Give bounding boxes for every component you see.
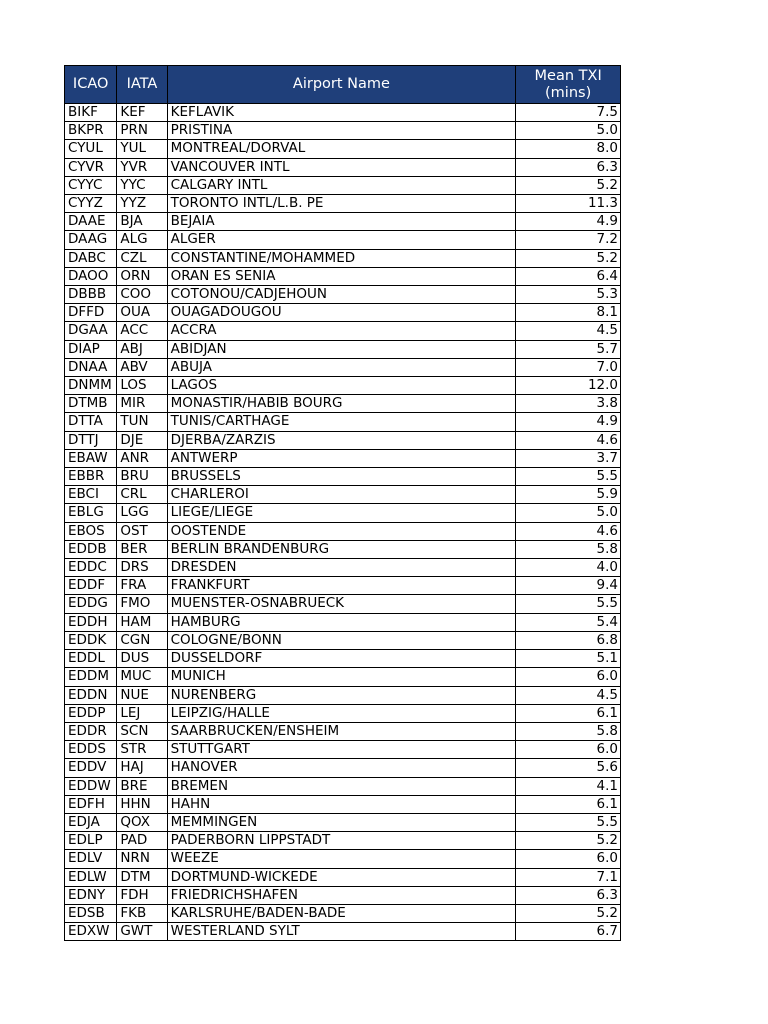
iata-cell: DTM xyxy=(117,868,167,886)
mean-txi-cell: 5.8 xyxy=(516,540,621,558)
table-row xyxy=(65,304,621,322)
mean-txi-cell: 7.1 xyxy=(516,868,621,886)
icao-cell: CYVR xyxy=(65,158,117,176)
table-row xyxy=(65,195,621,213)
iata-cell: CRL xyxy=(117,486,167,504)
airport-name-cell: DRESDEN xyxy=(167,559,516,577)
mean-txi-cell: 6.0 xyxy=(516,741,621,759)
table-row xyxy=(65,759,621,777)
icao-cell: EDDB xyxy=(65,540,117,558)
table-row xyxy=(65,904,621,922)
icao-cell: EBOS xyxy=(65,522,117,540)
table-row xyxy=(65,668,621,686)
mean-txi-cell: 5.6 xyxy=(516,759,621,777)
table-row xyxy=(65,577,621,595)
iata-cell: TUN xyxy=(117,413,167,431)
iata-cell: OUA xyxy=(117,304,167,322)
icao-cell: EBAW xyxy=(65,449,117,467)
mean-txi-cell: 4.9 xyxy=(516,413,621,431)
mean-txi-cell: 3.8 xyxy=(516,395,621,413)
iata-cell: LGG xyxy=(117,504,167,522)
table-row xyxy=(65,377,621,395)
mean-txi-cell: 5.4 xyxy=(516,613,621,631)
airport-name-cell: LIEGE/LIEGE xyxy=(167,504,516,522)
table-row xyxy=(65,395,621,413)
table-row xyxy=(65,832,621,850)
icao-cell: CYYC xyxy=(65,176,117,194)
icao-cell: EDDG xyxy=(65,595,117,613)
icao-cell: EDFH xyxy=(65,795,117,813)
icao-cell: EBBR xyxy=(65,468,117,486)
airport-name-cell: TUNIS/CARTHAGE xyxy=(167,413,516,431)
mean-txi-cell: 5.2 xyxy=(516,176,621,194)
iata-cell: NUE xyxy=(117,686,167,704)
icao-cell: EDLW xyxy=(65,868,117,886)
table-row xyxy=(65,704,621,722)
icao-cell: DFFD xyxy=(65,304,117,322)
icao-cell: EDJA xyxy=(65,813,117,831)
iata-cell: KEF xyxy=(117,104,167,122)
iata-cell: YUL xyxy=(117,140,167,158)
airport-name-cell: FRANKFURT xyxy=(167,577,516,595)
icao-cell: EBCI xyxy=(65,486,117,504)
mean-txi-cell: 11.3 xyxy=(516,195,621,213)
icao-cell: DAAG xyxy=(65,231,117,249)
iata-cell: ABJ xyxy=(117,340,167,358)
table-row xyxy=(65,741,621,759)
icao-cell: DNAA xyxy=(65,358,117,376)
icao-cell: EDNY xyxy=(65,886,117,904)
airport-name-cell: KARLSRUHE/BADEN-BADE xyxy=(167,904,516,922)
table-row xyxy=(65,522,621,540)
mean-txi-cell: 4.6 xyxy=(516,431,621,449)
icao-cell: BKPR xyxy=(65,122,117,140)
iata-cell: HAM xyxy=(117,613,167,631)
icao-cell: CYYZ xyxy=(65,195,117,213)
table-row xyxy=(65,813,621,831)
iata-cell: FDH xyxy=(117,886,167,904)
table-row xyxy=(65,176,621,194)
table-row xyxy=(65,486,621,504)
table-row xyxy=(65,104,621,122)
iata-cell: FMO xyxy=(117,595,167,613)
airport-name-cell: HANOVER xyxy=(167,759,516,777)
airport-name-cell: ABIDJAN xyxy=(167,340,516,358)
iata-cell: FKB xyxy=(117,904,167,922)
iata-cell: ALG xyxy=(117,231,167,249)
mean-txi-cell: 7.2 xyxy=(516,231,621,249)
airport-name-cell: ALGER xyxy=(167,231,516,249)
table-row xyxy=(65,686,621,704)
iata-cell: ACC xyxy=(117,322,167,340)
mean-txi-cell: 5.3 xyxy=(516,286,621,304)
airport-name-cell: OOSTENDE xyxy=(167,522,516,540)
iata-cell: ORN xyxy=(117,267,167,285)
mean-txi-cell: 6.7 xyxy=(516,923,621,941)
icao-cell: EDDW xyxy=(65,777,117,795)
iata-cell: ABV xyxy=(117,358,167,376)
iata-cell: LOS xyxy=(117,377,167,395)
icao-cell: EDLV xyxy=(65,850,117,868)
airport-name-cell: ORAN ES SENIA xyxy=(167,267,516,285)
mean-txi-cell: 4.1 xyxy=(516,777,621,795)
icao-cell: EDXW xyxy=(65,923,117,941)
iata-cell: COO xyxy=(117,286,167,304)
icao-cell: EDDV xyxy=(65,759,117,777)
airport-name-cell: ANTWERP xyxy=(167,449,516,467)
mean-txi-cell: 9.4 xyxy=(516,577,621,595)
mean-txi-cell: 7.0 xyxy=(516,358,621,376)
mean-txi-cell: 4.5 xyxy=(516,322,621,340)
table-row xyxy=(65,431,621,449)
airport-name-cell: HAHN xyxy=(167,795,516,813)
table-row xyxy=(65,650,621,668)
iata-cell: BER xyxy=(117,540,167,558)
airport-name-cell: PRISTINA xyxy=(167,122,516,140)
iata-cell: PRN xyxy=(117,122,167,140)
mean-txi-cell: 4.6 xyxy=(516,522,621,540)
icao-cell: CYUL xyxy=(65,140,117,158)
iata-cell: HAJ xyxy=(117,759,167,777)
icao-cell: EDDP xyxy=(65,704,117,722)
icao-cell: DAOO xyxy=(65,267,117,285)
mean-txi-cell: 5.5 xyxy=(516,595,621,613)
airport-name-cell: MUNICH xyxy=(167,668,516,686)
iata-cell: YYC xyxy=(117,176,167,194)
icao-cell: DIAP xyxy=(65,340,117,358)
header-row xyxy=(65,66,621,104)
iata-cell: STR xyxy=(117,741,167,759)
mean-txi-cell: 8.1 xyxy=(516,304,621,322)
icao-cell: DTMB xyxy=(65,395,117,413)
airport-name-cell: CALGARY INTL xyxy=(167,176,516,194)
mean-txi-cell: 4.0 xyxy=(516,559,621,577)
iata-cell: BRE xyxy=(117,777,167,795)
iata-cell: BRU xyxy=(117,468,167,486)
airport-name-cell: BERLIN BRANDENBURG xyxy=(167,540,516,558)
icao-cell: DAAE xyxy=(65,213,117,231)
mean-txi-cell: 12.0 xyxy=(516,377,621,395)
icao-cell: EDDL xyxy=(65,650,117,668)
table-row xyxy=(65,140,621,158)
icao-cell: DBBB xyxy=(65,286,117,304)
table-row xyxy=(65,449,621,467)
airport-name-cell: MONTREAL/DORVAL xyxy=(167,140,516,158)
table-row xyxy=(65,559,621,577)
icao-cell: EDDF xyxy=(65,577,117,595)
iata-cell: DRS xyxy=(117,559,167,577)
icao-cell: DNMM xyxy=(65,377,117,395)
mean-txi-cell: 5.1 xyxy=(516,650,621,668)
mean-txi-cell: 5.5 xyxy=(516,468,621,486)
airport-name-cell: TORONTO INTL/L.B. PE xyxy=(167,195,516,213)
table-row xyxy=(65,340,621,358)
mean-txi-cell: 6.1 xyxy=(516,795,621,813)
header-mean-txi-line2: (mins) xyxy=(545,84,592,101)
icao-cell: BIKF xyxy=(65,104,117,122)
iata-cell: OST xyxy=(117,522,167,540)
table-row xyxy=(65,468,621,486)
table-row xyxy=(65,267,621,285)
table-row xyxy=(65,249,621,267)
iata-cell: LEJ xyxy=(117,704,167,722)
airport-name-cell: MONASTIR/HABIB BOURG xyxy=(167,395,516,413)
airport-name-cell: SAARBRUCKEN/ENSHEIM xyxy=(167,722,516,740)
airport-name-cell: HAMBURG xyxy=(167,613,516,631)
iata-cell: PAD xyxy=(117,832,167,850)
airport-name-cell: DORTMUND-WICKEDE xyxy=(167,868,516,886)
icao-cell: EDDC xyxy=(65,559,117,577)
icao-cell: EDDS xyxy=(65,741,117,759)
table-body xyxy=(65,104,621,941)
iata-cell: MIR xyxy=(117,395,167,413)
mean-txi-cell: 6.0 xyxy=(516,668,621,686)
mean-txi-cell: 6.0 xyxy=(516,850,621,868)
table-row xyxy=(65,122,621,140)
table-row xyxy=(65,358,621,376)
iata-cell: YVR xyxy=(117,158,167,176)
header-mean-txi-line1: Mean TXI xyxy=(534,67,602,84)
airport-name-cell: DJERBA/ZARZIS xyxy=(167,431,516,449)
iata-cell: DJE xyxy=(117,431,167,449)
icao-cell: EDLP xyxy=(65,832,117,850)
airport-name-cell: BREMEN xyxy=(167,777,516,795)
airport-name-cell: DUSSELDORF xyxy=(167,650,516,668)
mean-txi-cell: 5.2 xyxy=(516,249,621,267)
icao-cell: DGAA xyxy=(65,322,117,340)
mean-txi-cell: 4.9 xyxy=(516,213,621,231)
icao-cell: DABC xyxy=(65,249,117,267)
iata-cell: NRN xyxy=(117,850,167,868)
icao-cell: EDDH xyxy=(65,613,117,631)
airport-name-cell: ACCRA xyxy=(167,322,516,340)
airport-name-cell: LAGOS xyxy=(167,377,516,395)
mean-txi-cell: 5.7 xyxy=(516,340,621,358)
iata-cell: GWT xyxy=(117,923,167,941)
table-row xyxy=(65,504,621,522)
table-header xyxy=(65,66,621,104)
iata-cell: QOX xyxy=(117,813,167,831)
iata-cell: SCN xyxy=(117,722,167,740)
mean-txi-cell: 7.5 xyxy=(516,104,621,122)
table-row xyxy=(65,868,621,886)
mean-txi-cell: 4.5 xyxy=(516,686,621,704)
airport-name-cell: NURENBERG xyxy=(167,686,516,704)
mean-txi-cell: 6.8 xyxy=(516,631,621,649)
mean-txi-cell: 5.0 xyxy=(516,504,621,522)
airport-name-cell: WEEZE xyxy=(167,850,516,868)
iata-cell: BJA xyxy=(117,213,167,231)
airport-name-cell: BEJAIA xyxy=(167,213,516,231)
airport-name-cell: OUAGADOUGOU xyxy=(167,304,516,322)
mean-txi-cell: 5.2 xyxy=(516,832,621,850)
airport-name-cell: WESTERLAND SYLT xyxy=(167,923,516,941)
table-row xyxy=(65,213,621,231)
mean-txi-cell: 5.0 xyxy=(516,122,621,140)
airport-name-cell: FRIEDRICHSHAFEN xyxy=(167,886,516,904)
icao-cell: EDDK xyxy=(65,631,117,649)
table-row xyxy=(65,777,621,795)
mean-txi-cell: 6.3 xyxy=(516,158,621,176)
mean-txi-cell: 5.5 xyxy=(516,813,621,831)
airport-name-cell: COLOGNE/BONN xyxy=(167,631,516,649)
table-row xyxy=(65,886,621,904)
table-row xyxy=(65,231,621,249)
airport-name-cell: VANCOUVER INTL xyxy=(167,158,516,176)
icao-cell: DTTA xyxy=(65,413,117,431)
mean-txi-cell: 5.8 xyxy=(516,722,621,740)
icao-cell: DTTJ xyxy=(65,431,117,449)
table-row xyxy=(65,540,621,558)
header-airport-name: Airport Name xyxy=(167,66,516,104)
mean-txi-cell: 6.3 xyxy=(516,886,621,904)
airport-name-cell: COTONOU/CADJEHOUN xyxy=(167,286,516,304)
table-row xyxy=(65,413,621,431)
mean-txi-cell: 5.2 xyxy=(516,904,621,922)
airport-name-cell: CHARLEROI xyxy=(167,486,516,504)
table-row xyxy=(65,850,621,868)
table-row xyxy=(65,795,621,813)
mean-txi-cell: 5.9 xyxy=(516,486,621,504)
airport-name-cell: LEIPZIG/HALLE xyxy=(167,704,516,722)
icao-cell: EDSB xyxy=(65,904,117,922)
icao-cell: EDDM xyxy=(65,668,117,686)
header-icao: ICAO xyxy=(65,66,117,104)
table-row xyxy=(65,722,621,740)
mean-txi-cell: 8.0 xyxy=(516,140,621,158)
header-iata: IATA xyxy=(117,66,167,104)
icao-cell: EDDR xyxy=(65,722,117,740)
table-row xyxy=(65,923,621,941)
icao-cell: EBLG xyxy=(65,504,117,522)
airport-name-cell: CONSTANTINE/MOHAMMED xyxy=(167,249,516,267)
table-row xyxy=(65,631,621,649)
airport-name-cell: MEMMINGEN xyxy=(167,813,516,831)
table-row xyxy=(65,613,621,631)
iata-cell: DUS xyxy=(117,650,167,668)
iata-cell: MUC xyxy=(117,668,167,686)
airport-name-cell: PADERBORN LIPPSTADT xyxy=(167,832,516,850)
airport-name-cell: STUTTGART xyxy=(167,741,516,759)
table-row xyxy=(65,286,621,304)
iata-cell: FRA xyxy=(117,577,167,595)
mean-txi-cell: 6.4 xyxy=(516,267,621,285)
icao-cell: EDDN xyxy=(65,686,117,704)
table-row xyxy=(65,322,621,340)
table-row xyxy=(65,595,621,613)
airport-taxi-table xyxy=(64,65,621,941)
airport-name-cell: MUENSTER-OSNABRUECK xyxy=(167,595,516,613)
mean-txi-cell: 3.7 xyxy=(516,449,621,467)
header-mean-txi xyxy=(516,66,621,104)
iata-cell: YYZ xyxy=(117,195,167,213)
airport-name-cell: ABUJA xyxy=(167,358,516,376)
airport-name-cell: KEFLAVIK xyxy=(167,104,516,122)
iata-cell: HHN xyxy=(117,795,167,813)
iata-cell: ANR xyxy=(117,449,167,467)
iata-cell: CGN xyxy=(117,631,167,649)
airport-name-cell: BRUSSELS xyxy=(167,468,516,486)
iata-cell: CZL xyxy=(117,249,167,267)
mean-txi-cell: 6.1 xyxy=(516,704,621,722)
table-row xyxy=(65,158,621,176)
